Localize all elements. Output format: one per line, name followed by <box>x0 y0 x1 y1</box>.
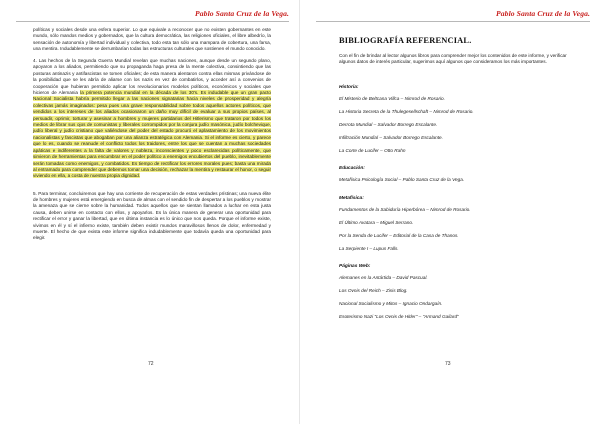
list-item: Los Ovnis del Reich – Zisis Blog. <box>339 288 408 294</box>
bibliography-intro: Con el fin de brindar al lector algunos libros para comprender mejor los contenidos de este informe, y verificar algunos datos de interés particular, sugerimos aquí algunos que consideramos los más importantes. <box>339 53 567 65</box>
list-item: Alemanes en la Antártida – David Pascual. <box>339 275 428 281</box>
page-number: 73 <box>445 361 451 367</box>
list-item: El Misterio de Beltcana Villca – Nimrod de Rosario. <box>339 95 445 101</box>
list-item: La Corte de Lucifer – Otto Rahn <box>339 147 406 153</box>
list-item: Metafísica Psicología Social – Pablo Santa Cruz de la Vega. <box>339 177 465 183</box>
highlighted-text: la primera potencia mundial en la década de los 30's. Es indudable que un gran pacto Nacional Socialista habría permitido llegar a las naciones signatarias hacia niveles de prosperidad y alegría colectivas jamás imaginados: pesa pues una grave responsabilidad sobre todos aquellos actores políticos, que vendidos a los intereses de los aliados ocasionaron un daño muy difícil de evaluar a sus propios países, al persuadir, oprimir, torturar y asesinar a hombres y mujeres partidarios del Hitlerismo que trataron por todos los medios de librar sus ojos de comunistas y liberales corrompidos por la conjura judío masónica, judío bolchevique, judío liberal y judío cristiano que valiéndose del poder del estado procuró el aplastamiento de los movimientos nacionalistas y fascistas que abogaban por una alianza estratégica con Alemania. Si el informe es cierto, y parece que lo es, cuando se reanude el conflicto todos los traidores, entre los que se cuentan a muchas sociedades apáticas e indiferentes a la falta de valores y nobleza, inconscientes y poco esclarecidas políticamente, que sirvieron de herramientas para encumbrar en el poder político a enemigos encubiertos del pueblo, inevitablemente serán tomadas como enemigos, y combatidos. Es tiempo de rectificar los errores morales pues; basta una mirada al entramado para comprender que debemos tomar una decisión, rechazar la mentira y restaurar el honor, o seguir viviendo en ella, a costa de nuestra propia dignidad. <box>33 90 271 179</box>
paragraph <box>33 58 271 180</box>
list-item: La Historia Secreta de la Thulegesellschaft – Nimrod de Rosario. <box>339 108 474 114</box>
section-title: Historia: <box>339 84 359 90</box>
list-item: Nacional Socialismo y Mitos – Ignacio Ondargaín. <box>339 301 443 307</box>
header-rule <box>316 21 590 22</box>
list-item: La Serpiente I – Lupus Falls. <box>339 245 399 251</box>
list-item: Fundamentos de la Sabiduría Hiperbórea – Nimrod de Rosario. <box>339 206 471 212</box>
list-item: Infiltración Mundial – Salvador Borrego Escalante. <box>339 134 443 140</box>
running-header: Pablo Santa Cruz de la Vega. <box>195 9 289 18</box>
list-item: El Último Avatara – Miguel Serrano. <box>339 219 414 225</box>
section-historia <box>339 85 575 154</box>
section-title: Páginas Web: <box>339 264 371 270</box>
page-number: 72 <box>148 361 154 367</box>
running-header: Pablo Santa Cruz de la Vega. <box>496 9 590 18</box>
bibliography <box>339 36 575 332</box>
left-page-body <box>33 27 271 247</box>
bibliography-title: BIBLIOGRAFÍA REFERENCIAL. <box>339 36 472 45</box>
right-page <box>300 0 600 424</box>
section-metafisica <box>339 196 575 252</box>
list-item: Esoterismo Nazi "Los Ovnis de Hitler" – "Armand Gailard" <box>339 314 459 320</box>
paragraph-text: 4. Las hechos de la Segunda Guerra Mundial revelan que muchas naciones, aunque desde un segundo plano, apoyaron a los aliados, permitiendo que su propaganda haga presa de la mente colectiva, consintiendo que las posturas antinazis y antifascistas se tomen oficiales; de esta manera alentaron contra ellas mismas privándose de la posibilidad que se les abría de aliarse con los nazis en vez de combatirlos, y acceder así a convenios de cooperación que hubieran permitido aplicar los revolucionarios modelos políticos, económicos y sociales que hicieron de Alemania <box>33 58 271 96</box>
section-educacion <box>339 166 575 183</box>
section-title: Metafísica: <box>339 195 364 201</box>
header-rule <box>16 21 289 22</box>
paragraph: políticas y sociales desde una esfera superior. Lo que equivale a reconocer que no existen gobernantes en este mundo, sólo mandos medios y gobernados, que la cultura democrática, las religiones oficiales, el libre albedrío, la sensación de autonomía y libertad individual y colectiva, todo esta tan sólo una mampara de cobertura, una farsa, una mentira. Indudablemente se derrumbarían todas las estructuras culturales que sostienen el mundo conocido. <box>33 27 271 52</box>
paragraph: 5. Para terminar, concluiremos que hay una corriente de recuperación de estas verdades prístinas; una nueva élite de hombres y mujeres está emergiendo en busca de almas con el sendido fin de despertar a los pueblos y mostrar la amenaza que se cierne sobre la humanidad. Todos aquellos que se sientan llamados a luchar en esta justa causa, deben unirse en contacto con ellos, y apoyarlos. Es la única manera de generar una oportunidad para rectificar el error y ganar la libertad, que en última instancia es lo único que nos queda. Porque el informe existe, vivimos en él y sí el infierno existe, también deben existir mundos maravillosos llenos de dolor, enfermedad y muerte. El hecho de que exista este informe significa indudablemente que todavía queda una oportunidad para elegir. <box>33 190 271 241</box>
paragraph-spacer <box>33 180 271 185</box>
list-item: Por la Senda de Lucifer – Editorial de la Casa de Thanos. <box>339 232 459 238</box>
list-item: Derrota Mundial – Salvador Borrego Escalante. <box>339 121 438 127</box>
section-title: Educación: <box>339 166 365 172</box>
section-paginas-web <box>339 264 575 320</box>
